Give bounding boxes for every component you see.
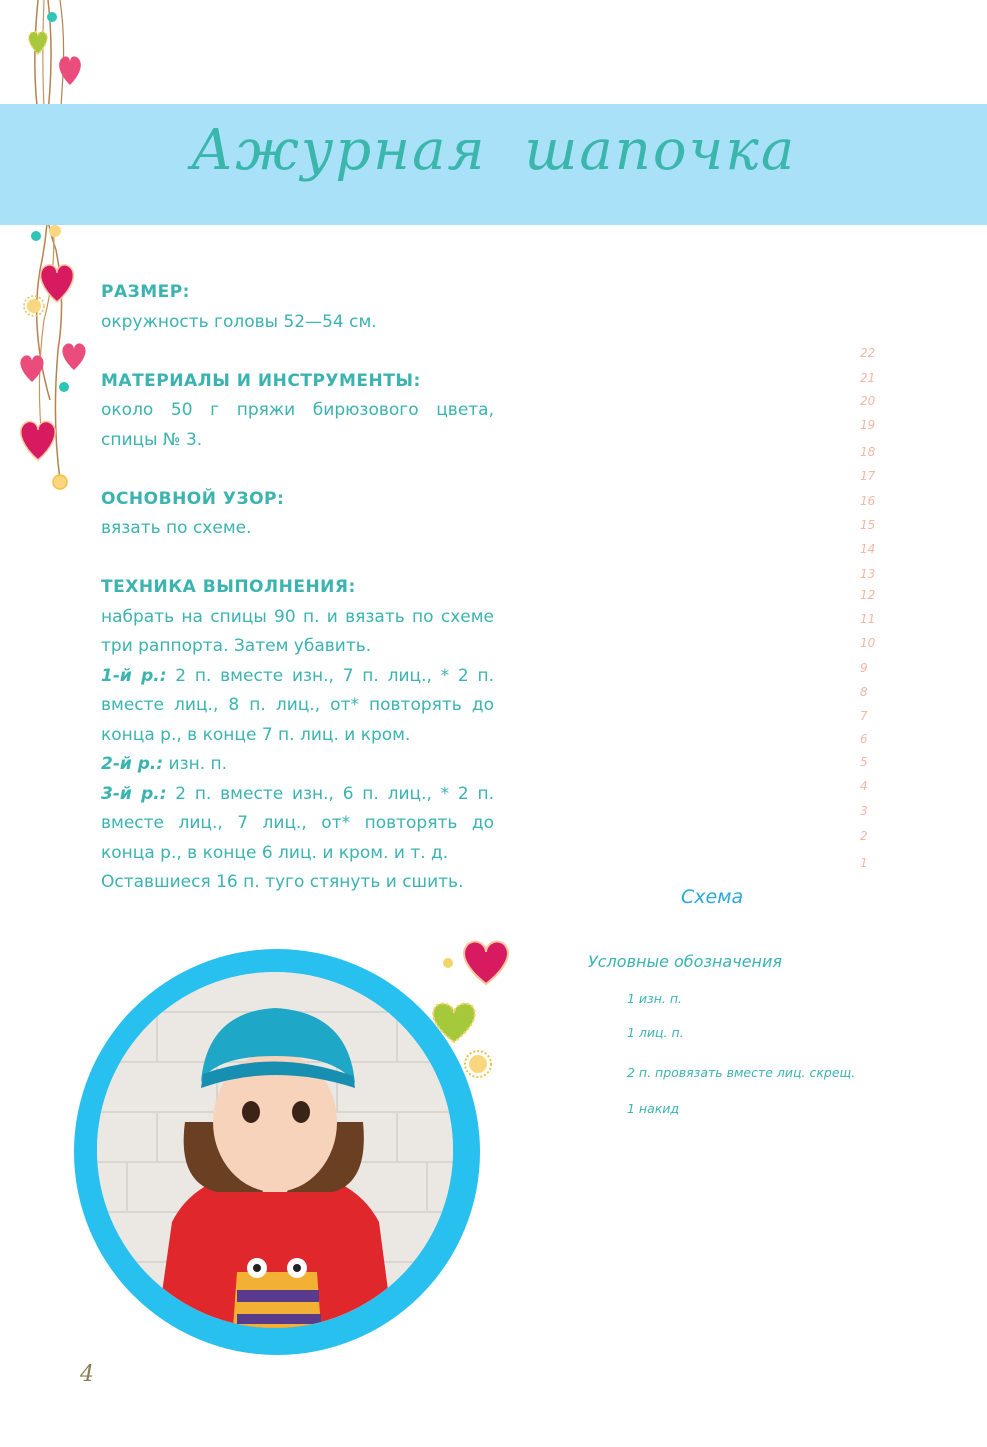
row-text: изн. п.	[168, 754, 228, 774]
section-heading: ОСНОВНОЙ УЗОР:	[101, 488, 285, 509]
row-number: 6	[860, 732, 868, 746]
row-number: 2	[860, 829, 868, 843]
legend-title: Условные обозначения	[588, 952, 783, 971]
technique-row	[101, 662, 494, 751]
dot-icon	[59, 382, 69, 392]
page-title: Ажурная шапочка	[190, 118, 797, 183]
row-number: 13	[860, 567, 876, 581]
page-number: 4	[80, 1362, 94, 1387]
technique-row	[101, 780, 494, 869]
row-number: 14	[860, 542, 876, 556]
row-number: 4	[860, 779, 868, 793]
row-number: 15	[860, 518, 876, 532]
section-heading: ТЕХНИКА ВЫПОЛНЕНИЯ:	[101, 577, 356, 597]
technique-section	[101, 573, 494, 898]
dot-icon	[31, 231, 41, 241]
row-number: 21	[860, 371, 876, 385]
row-number: 20	[860, 394, 876, 408]
technique-outro: Оставшиеся 16 п. туго стянуть и сшить.	[101, 872, 464, 892]
legend-item: 2 п. провязать вместе лиц. скрещ.	[627, 1065, 856, 1080]
heart-icon	[62, 343, 85, 370]
row-text: 2 п. вместе изн., 7 п. лиц., * 2 п. вместе лиц., 8 п. лиц., от* повторять до конца р., в конце 7 п. лиц. и кром.	[101, 665, 495, 745]
instructions-column	[101, 278, 494, 898]
dot-icon	[47, 12, 57, 22]
section-heading: МАТЕРИАЛЫ И ИНСТРУМЕНТЫ:	[101, 370, 421, 391]
legend-item: 1 изн. п.	[627, 991, 682, 1006]
row-label: 3-й р.:	[101, 783, 167, 804]
row-number: 10	[860, 636, 876, 650]
row-number: 17	[860, 469, 876, 483]
child-photo	[97, 972, 453, 1328]
technique-intro: набрать на спицы 90 п. и вязать по схеме три раппорта. Затем убавить.	[101, 606, 494, 656]
section-heading: РАЗМЕР:	[101, 282, 190, 302]
row-number: 18	[860, 445, 876, 459]
row-number: 9	[860, 661, 868, 675]
technique-row	[101, 750, 494, 780]
heart-icon	[420, 988, 500, 1078]
row-number: 1	[860, 856, 868, 870]
heart-icon	[436, 928, 516, 988]
row-label: 2-й р.:	[101, 754, 164, 774]
section-text: окружность головы 52—54 см.	[101, 311, 377, 332]
heart-icon	[41, 265, 74, 302]
row-text: 2 п. вместе изн., 6 п. лиц., * 2 п. вместе лиц., 7 лиц., от* повторять до конца р., в конце 6 лиц. и кром. и т. д.	[101, 783, 495, 863]
row-number: 11	[860, 612, 876, 626]
child-in-hat-illustration	[97, 972, 453, 1328]
size-section	[101, 278, 494, 337]
row-number: 22	[860, 346, 876, 360]
sun-icon	[53, 475, 67, 489]
section-text: около 50 г пряжи бирюзового цвета, спицы № 3.	[101, 400, 494, 450]
row-number: 7	[860, 709, 868, 723]
row-number: 8	[860, 685, 868, 699]
sun-icon	[24, 296, 44, 316]
row-number: 19	[860, 418, 876, 432]
section-text: вязать по схеме.	[101, 518, 252, 538]
materials-section	[101, 367, 494, 456]
row-number: 3	[860, 804, 868, 818]
sun-icon	[49, 225, 61, 237]
heart-icon	[29, 32, 47, 54]
row-number: 5	[860, 755, 868, 769]
scheme-caption: Схема	[681, 886, 744, 908]
row-number: 16	[860, 494, 876, 508]
row-number: 12	[860, 588, 876, 602]
row-label: 1-й р.:	[101, 665, 167, 686]
sun-icon	[465, 1051, 491, 1077]
pattern-section	[101, 485, 494, 544]
heart-icon	[21, 422, 55, 460]
legend-item: 1 лиц. п.	[627, 1025, 684, 1040]
legend-item: 1 накид	[627, 1101, 680, 1116]
hanging-hearts-decoration	[0, 0, 100, 500]
